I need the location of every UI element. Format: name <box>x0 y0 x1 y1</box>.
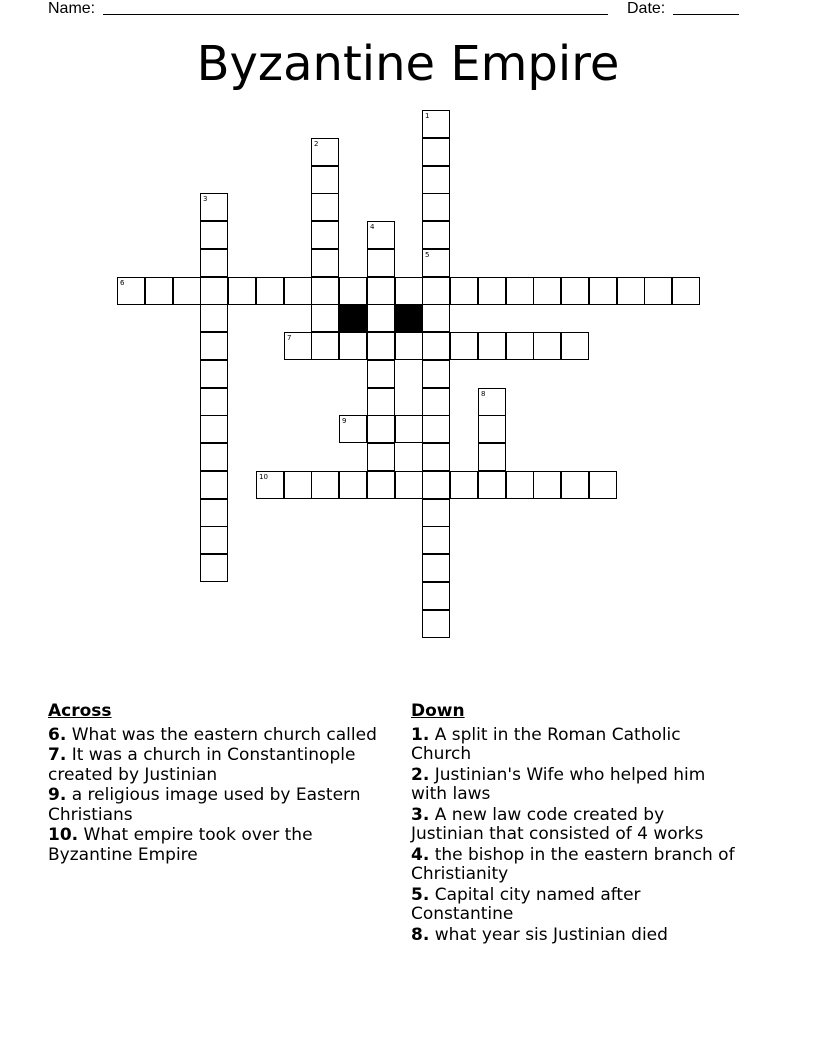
grid-cell[interactable] <box>422 582 450 610</box>
grid-cell[interactable] <box>422 443 450 471</box>
grid-cell[interactable] <box>200 277 228 305</box>
clue-down-4 <box>411 846 741 885</box>
grid-cell[interactable] <box>422 415 450 443</box>
grid-cell[interactable] <box>311 193 339 221</box>
clue-text: A new law code created by Justinian that consisted of 4 works <box>411 804 704 844</box>
clue-number: 4. <box>411 844 430 865</box>
grid-cell[interactable] <box>478 277 506 305</box>
clue-text: a religious image used by Eastern Christians <box>48 785 361 825</box>
grid-cell[interactable] <box>367 471 395 499</box>
grid-cell[interactable] <box>561 471 589 499</box>
grid-cell[interactable] <box>367 443 395 471</box>
clue-number-label: 5 <box>425 251 430 259</box>
clue-number-label: 10 <box>259 473 268 481</box>
grid-cell[interactable] <box>311 221 339 249</box>
grid-cell[interactable] <box>228 277 256 305</box>
grid-cell[interactable] <box>395 415 423 443</box>
grid-cell[interactable] <box>617 277 645 305</box>
grid-cell[interactable] <box>311 277 339 305</box>
clue-text: It was a church in Constantinople created by Justinian <box>48 745 356 785</box>
grid-cell[interactable] <box>450 471 478 499</box>
grid-cell[interactable] <box>422 499 450 527</box>
grid-cell[interactable] <box>561 277 589 305</box>
grid-cell[interactable] <box>311 471 339 499</box>
grid-cell[interactable] <box>672 277 700 305</box>
grid-cell[interactable] <box>367 249 395 277</box>
grid-cell[interactable] <box>200 443 228 471</box>
clue-number-label: 6 <box>120 279 125 287</box>
clue-number: 1. <box>411 724 430 745</box>
grid-cell[interactable] <box>200 554 228 582</box>
clue-down-2 <box>411 766 741 805</box>
clue-number-label: 3 <box>203 195 208 203</box>
grid-cell[interactable] <box>478 332 506 360</box>
grid-cell[interactable] <box>422 360 450 388</box>
clue-number: 7. <box>48 745 67 765</box>
grid-cell[interactable] <box>533 471 561 499</box>
grid-cell[interactable] <box>173 277 201 305</box>
clue-number: 2. <box>411 764 430 785</box>
clue-number: 3. <box>411 804 430 825</box>
grid-cell[interactable] <box>367 304 395 332</box>
clue-text: What was the eastern church called <box>71 724 377 745</box>
grid-cell[interactable] <box>422 110 450 138</box>
grid-cell[interactable] <box>367 388 395 416</box>
puzzle-title: Byzantine Empire <box>196 36 620 92</box>
grid-cell[interactable] <box>422 193 450 221</box>
clue-number-label: 4 <box>370 223 375 231</box>
grid-cell[interactable] <box>200 193 228 221</box>
clue-number-label: 2 <box>314 140 319 148</box>
clue-text: Capital city named after Constantine <box>411 884 641 924</box>
grid-cell[interactable] <box>478 443 506 471</box>
grid-cell[interactable] <box>422 221 450 249</box>
grid-cell[interactable] <box>422 388 450 416</box>
grid-cell[interactable] <box>256 277 284 305</box>
clue-number-label: 9 <box>342 417 347 425</box>
grid-cell[interactable] <box>395 277 423 305</box>
across-heading: Across <box>48 701 112 721</box>
clue-down-1 <box>411 726 741 765</box>
grid-cell[interactable] <box>200 332 228 360</box>
clue-down-3 <box>411 806 741 845</box>
clue-down-5 <box>411 886 741 925</box>
date-label: Date: <box>627 0 666 17</box>
grid-cell[interactable] <box>533 277 561 305</box>
grid-cell[interactable] <box>367 332 395 360</box>
grid-cell[interactable] <box>311 166 339 194</box>
grid-cell[interactable] <box>311 138 339 166</box>
grid-cell[interactable] <box>284 471 312 499</box>
grid-cell[interactable] <box>422 526 450 554</box>
clue-across-7 <box>48 746 388 785</box>
grid-cell[interactable] <box>422 471 450 499</box>
grid-cell[interactable] <box>367 415 395 443</box>
grid-cell[interactable] <box>422 554 450 582</box>
grid-cell[interactable] <box>395 471 423 499</box>
clue-text: the bishop in the eastern branch of Christianity <box>411 844 735 884</box>
clue-number: 10. <box>48 825 79 845</box>
grid-cell[interactable] <box>200 415 228 443</box>
grid-cell[interactable] <box>506 471 534 499</box>
grid-cell[interactable] <box>450 277 478 305</box>
grid-cell[interactable] <box>284 277 312 305</box>
clue-number: 6. <box>48 724 67 745</box>
clue-number: 9. <box>48 785 67 805</box>
clue-number-label: 7 <box>287 334 292 342</box>
grid-block <box>339 304 367 332</box>
grid-cell[interactable] <box>200 304 228 332</box>
grid-cell[interactable] <box>367 277 395 305</box>
down-clues <box>411 702 741 946</box>
grid-cell[interactable] <box>200 526 228 554</box>
grid-cell[interactable] <box>561 332 589 360</box>
clue-text: Justinian's Wife who helped him with laws <box>411 764 706 804</box>
grid-cell[interactable] <box>533 332 561 360</box>
grid-cell[interactable] <box>200 249 228 277</box>
grid-cell[interactable] <box>311 332 339 360</box>
grid-cell[interactable] <box>395 332 423 360</box>
clue-across-6 <box>48 726 388 746</box>
grid-cell[interactable] <box>589 471 617 499</box>
grid-cell[interactable] <box>200 471 228 499</box>
grid-cell[interactable] <box>145 277 173 305</box>
clue-number-label: 8 <box>481 390 486 398</box>
grid-cell[interactable] <box>422 277 450 305</box>
grid-cell[interactable] <box>644 277 672 305</box>
grid-cell[interactable] <box>339 277 367 305</box>
down-heading: Down <box>411 701 465 721</box>
clue-number: 8. <box>411 924 430 945</box>
across-clues <box>48 702 388 866</box>
grid-cell[interactable] <box>422 249 450 277</box>
grid-cell[interactable] <box>200 221 228 249</box>
grid-cell[interactable] <box>256 471 284 499</box>
grid-cell[interactable] <box>422 304 450 332</box>
clue-text: A split in the Roman Catholic Church <box>411 724 681 764</box>
grid-cell[interactable] <box>478 415 506 443</box>
grid-cell[interactable] <box>200 499 228 527</box>
clue-text: What empire took over the Byzantine Empire <box>48 825 313 865</box>
grid-cell[interactable] <box>478 388 506 416</box>
grid-cell[interactable] <box>311 249 339 277</box>
grid-cell[interactable] <box>200 388 228 416</box>
clue-text: what year sis Justinian died <box>434 924 668 945</box>
clue-number-label: 1 <box>425 112 430 120</box>
grid-cell[interactable] <box>589 277 617 305</box>
grid-cell[interactable] <box>478 471 506 499</box>
grid-cell[interactable] <box>311 304 339 332</box>
grid-cell[interactable] <box>339 332 367 360</box>
grid-cell[interactable] <box>200 360 228 388</box>
grid-cell[interactable] <box>367 360 395 388</box>
clue-across-9 <box>48 786 388 825</box>
grid-cell[interactable] <box>422 166 450 194</box>
grid-cell[interactable] <box>339 471 367 499</box>
grid-block <box>395 304 423 332</box>
name-label: Name: <box>48 0 96 17</box>
grid-cell[interactable] <box>422 138 450 166</box>
clue-across-10 <box>48 826 388 865</box>
clue-number: 5. <box>411 884 430 905</box>
grid-cell[interactable] <box>339 415 367 443</box>
grid-cell[interactable] <box>506 277 534 305</box>
grid-cell[interactable] <box>422 610 450 638</box>
clue-down-8 <box>411 926 741 946</box>
grid-cell[interactable] <box>422 332 450 360</box>
grid-cell[interactable] <box>284 332 312 360</box>
grid-cell[interactable] <box>506 332 534 360</box>
grid-cell[interactable] <box>450 332 478 360</box>
grid-cell[interactable] <box>117 277 145 305</box>
grid-cell[interactable] <box>367 221 395 249</box>
